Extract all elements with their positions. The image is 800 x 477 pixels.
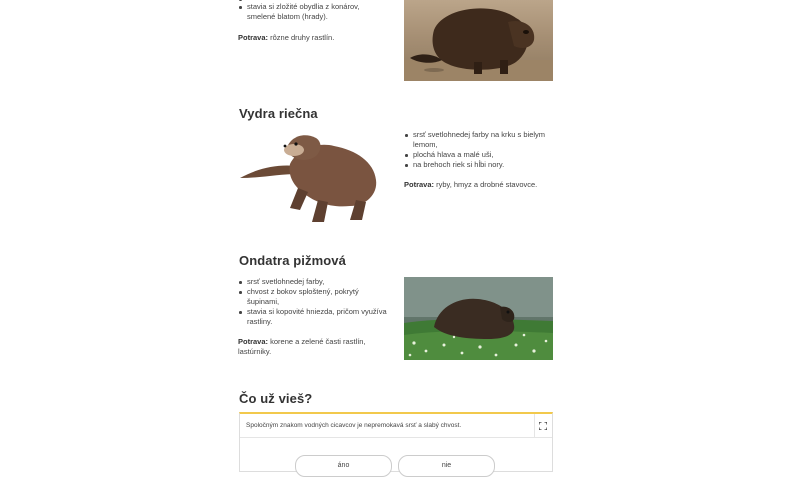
otter-food — [404, 180, 554, 190]
muskrat-food — [238, 337, 388, 357]
otter-bullet: plochá hlava a malé uši, — [413, 150, 554, 160]
muskrat-illustration — [404, 277, 553, 360]
beaver-bullet-list — [238, 0, 388, 22]
beaver-food-text: rôzne druhy rastlín. — [268, 33, 335, 42]
muskrat-food-text: korene a zelené časti rastlín, lastúrniky. — [238, 337, 366, 356]
muskrat-photo — [404, 277, 553, 360]
otter-bullet: srsť svetlohnedej farby na krku s bielym lemom, — [413, 130, 554, 150]
beaver-food — [238, 33, 388, 43]
muskrat-bullet: stavia si kopovité hniezda, pričom využíva rastliny. — [247, 307, 387, 326]
expand-button[interactable] — [534, 414, 552, 438]
muskrat-food-label: Potrava: — [238, 337, 269, 346]
answer-yes-button[interactable]: áno — [295, 455, 392, 477]
beaver-food-label: Potrava: — [238, 33, 269, 42]
muskrat-text — [238, 277, 388, 357]
beaver-illustration — [404, 0, 553, 81]
otter-bullet-list — [404, 130, 554, 170]
muskrat-bullet: srsť svetlohnedej farby, — [247, 277, 388, 287]
quiz-question: Spoločným znakom vodných cicavcov je nepremokavá srsť a slabý chvost. — [240, 414, 535, 438]
muskrat-bullet: chvost z bokov sploštený, pokrytý šupinami, — [247, 287, 388, 307]
muskrat-bullet-list — [238, 277, 388, 327]
otter-text — [404, 130, 554, 190]
quiz-card — [239, 412, 553, 472]
beaver-bullet: stavia si zložité obydlia z konárov, smelené blatom (hrady). — [247, 2, 388, 22]
otter-food-text: ryby, hmyz a drobné stavovce. — [434, 180, 538, 189]
otter-food-label: Potrava: — [404, 180, 435, 189]
quiz-heading: Čo už vieš? — [239, 391, 313, 406]
muskrat-title: Ondatra pižmová — [239, 253, 346, 268]
otter-title: Vydra riečna — [239, 106, 318, 121]
otter-bullet: na brehoch riek si hĺbi nory. — [413, 160, 554, 170]
beaver-text — [238, 0, 388, 43]
otter-illustration — [238, 128, 380, 226]
answer-no-button[interactable]: nie — [398, 455, 495, 477]
expand-icon — [539, 422, 547, 430]
beaver-photo — [404, 0, 553, 81]
otter-photo — [238, 128, 380, 226]
